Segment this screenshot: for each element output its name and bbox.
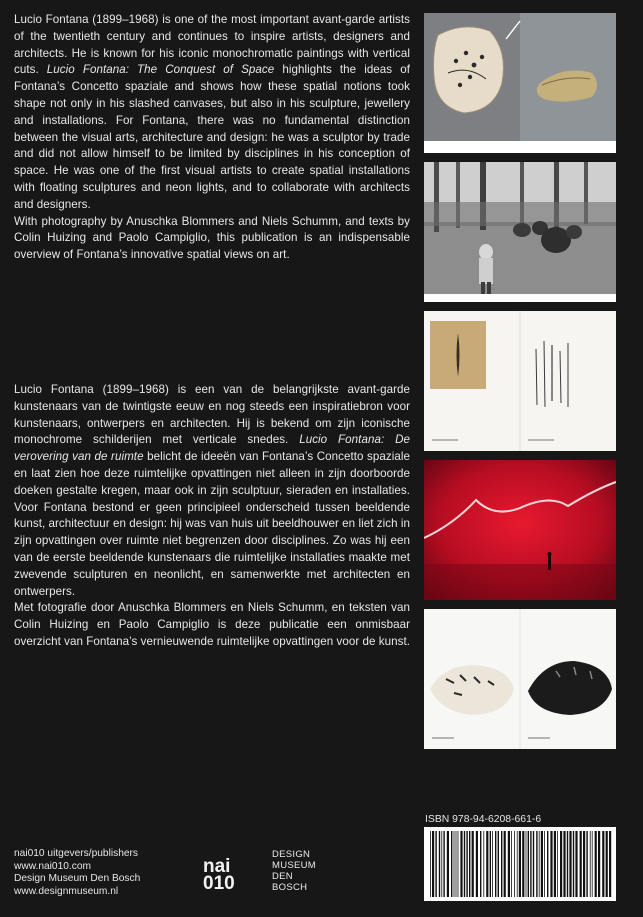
design-museum-logo-line: MUSEUM (272, 860, 317, 871)
barcode-bar (544, 831, 545, 897)
design-museum-logo-line: BOSCH (272, 882, 308, 893)
barcode-bar (511, 831, 512, 897)
nai010-logo-top: nai (203, 856, 231, 877)
publisher-website[interactable]: www.nai010.com (14, 860, 92, 872)
museum-name: Design Museum Den Bosch (14, 873, 141, 885)
barcode-bar (533, 831, 534, 897)
dutch-text-intro: Lucio Fontana (1899–1968) is een van de belangrijkste avant-garde kunstenaars van de twintigste eeuw en nog steeds een inspiratiebron voor kunstenaars, ontwerpers en architecten. Hij is bekend om zijn iconische monochrome schilderijen met verticale snedes. (14, 383, 410, 447)
barcode-bar (536, 831, 537, 897)
dutch-description (14, 382, 410, 651)
design-museum-logo (272, 849, 316, 893)
barcode-bar (539, 831, 540, 897)
barcode-bar (456, 831, 457, 897)
dutch-text-body: belicht de ideeën van Fontana’s Concetto spaziale en laat zien hoe deze ruimtelijke opvattingen niet alleen in zijn doorboorde doeken gestalte kregen, maar ook in zijn sculptuur, sieraden en installaties. Voor Fontana bestond er geen principieel onderscheid tussen beeldende kunst, architectuur en design: hij was van huis uit beeldhouwer en liet zich in zijn opvattingen over ruimte niet begrenzen door disciplines. Zo was hij een van de eerste beeldende kunstenaars die ruimtelijke installaties maakte met zwevende sculpturen en neonlicht, en samenwerkte met architecten en ontwerpers. (14, 450, 410, 598)
barcode-bar (492, 831, 493, 897)
barcode-bar (595, 831, 597, 897)
barcode-bar (460, 831, 462, 897)
barcode-bar (435, 831, 436, 897)
barcode-bar (483, 831, 484, 897)
photo-fontana-park (424, 162, 616, 302)
barcode-bar (443, 831, 444, 897)
photo-slashed-canvases (424, 311, 616, 451)
english-book-title: Lucio Fontana: The Conquest of Space (46, 63, 275, 77)
barcode-bar (528, 831, 529, 897)
barcode-bar (464, 831, 465, 897)
english-paragraph-2: With photography by Anuschka Blommers and Niels Schumm, and texts by Colin Huizing and Paolo Campiglio, this publication is an indispensable overview of Fontana’s innovative spatial views on art. (14, 214, 410, 262)
photo-neon-installation (424, 460, 616, 600)
design-museum-logo-line: DESIGN (272, 849, 311, 860)
english-text-body: highlights the ideas of Fontana’s Concetto spaziale and shows how these spatial notions took shape not only in his slashed canvases, but also in his sculpture, jewellery and installations. For Fontana, there was no fundamental distinction between the visual arts, architecture and design: he was a sculptor by trade and did not allow himself to be limited by disciplines in his conception of space. He was one of the first visual artists to create spatial installations with floating sculptures and neon lights, and to collaborate with architects and designers. (14, 63, 410, 211)
barcode-bar (557, 831, 558, 897)
barcode-bar (458, 831, 459, 897)
barcode-bar (592, 831, 593, 897)
barcode-bar (575, 831, 577, 897)
barcode-bar (517, 831, 518, 897)
barcode-bar (522, 831, 524, 897)
barcode-bar (498, 831, 499, 897)
barcode-bar (541, 831, 543, 897)
barcode-bar (560, 831, 562, 897)
barcode-bar (606, 831, 608, 897)
barcode-graphic (424, 827, 616, 901)
barcode-bar (563, 831, 565, 897)
barcode-bar (451, 831, 452, 897)
barcode-bar (495, 831, 496, 897)
publisher-name: nai010 uitgevers/publishers (14, 848, 139, 859)
barcode-bar (430, 831, 431, 897)
barcode-bar (504, 831, 506, 897)
barcode-bar (609, 831, 611, 897)
barcode-bar (454, 831, 455, 897)
design-museum-logo-line: DEN (272, 871, 293, 882)
barcode-bar (432, 831, 434, 897)
museum-website[interactable]: www.designmuseum.nl (14, 885, 119, 897)
barcode (424, 827, 616, 901)
barcode-bar (526, 831, 527, 897)
barcode-bar (550, 831, 552, 897)
barcode-bar (508, 831, 510, 897)
slashed-canvases-image (424, 311, 616, 451)
barcode-bar (569, 831, 571, 897)
photo-ceramic-sculptures (424, 13, 616, 153)
publisher-info (14, 848, 184, 898)
barcode-bar (547, 831, 548, 897)
barcode-bar (476, 831, 478, 897)
barcode-bar (583, 831, 585, 897)
barcode-bar (567, 831, 568, 897)
barcode-bar (480, 831, 481, 897)
photo-oval-sculptures (424, 609, 616, 749)
barcode-bar (447, 831, 449, 897)
barcode-bar (441, 831, 442, 897)
barcode-bar (573, 831, 574, 897)
english-paragraph-1 (14, 12, 410, 214)
dutch-paragraph-2: Met fotografie door Anuschka Blommers en Niels Schumm, en teksten van Colin Huizing en Paolo Campiglio is deze publicatie een onmisbaar overzicht van Fontana’s vernieuwende ruimtelijke opvattingen voor de kunst. (14, 601, 411, 648)
barcode-bar (466, 831, 467, 897)
barcode-bar (586, 831, 587, 897)
barcode-bar (602, 831, 604, 897)
ceramic-sculptures-image (424, 13, 616, 153)
barcode-bar (530, 831, 531, 897)
barcode-bar (486, 831, 488, 897)
english-description (14, 12, 410, 264)
barcode-bar (580, 831, 582, 897)
english-text-intro: Lucio Fontana (1899–1968) is one of the most important avant-garde artists of the twentieth century and continues to inspire artists, designers and architects. He is known for his iconic monochromatic paintings with vertical cuts. (14, 13, 410, 77)
barcode-bar (439, 831, 440, 897)
barcode-bar (554, 831, 556, 897)
barcode-bar (514, 831, 515, 897)
fontana-park-image (424, 162, 616, 302)
neon-installation-image (424, 460, 616, 600)
nai010-logo (203, 858, 253, 892)
barcode-bar (472, 831, 474, 897)
dutch-book-title: Lucio Fontana: De verovering van de ruimte (14, 433, 411, 464)
nai010-logo-bottom: 010 (203, 873, 235, 894)
barcode-bar (590, 831, 591, 897)
isbn-number: ISBN 978-94-6208-661-6 (425, 814, 542, 825)
barcode-bar (519, 831, 521, 897)
barcode-bar (501, 831, 502, 897)
barcode-bar (490, 831, 491, 897)
oval-sculptures-image (424, 609, 616, 749)
barcode-bar (598, 831, 600, 897)
dutch-paragraph-1 (14, 382, 410, 600)
barcode-bar (469, 831, 470, 897)
